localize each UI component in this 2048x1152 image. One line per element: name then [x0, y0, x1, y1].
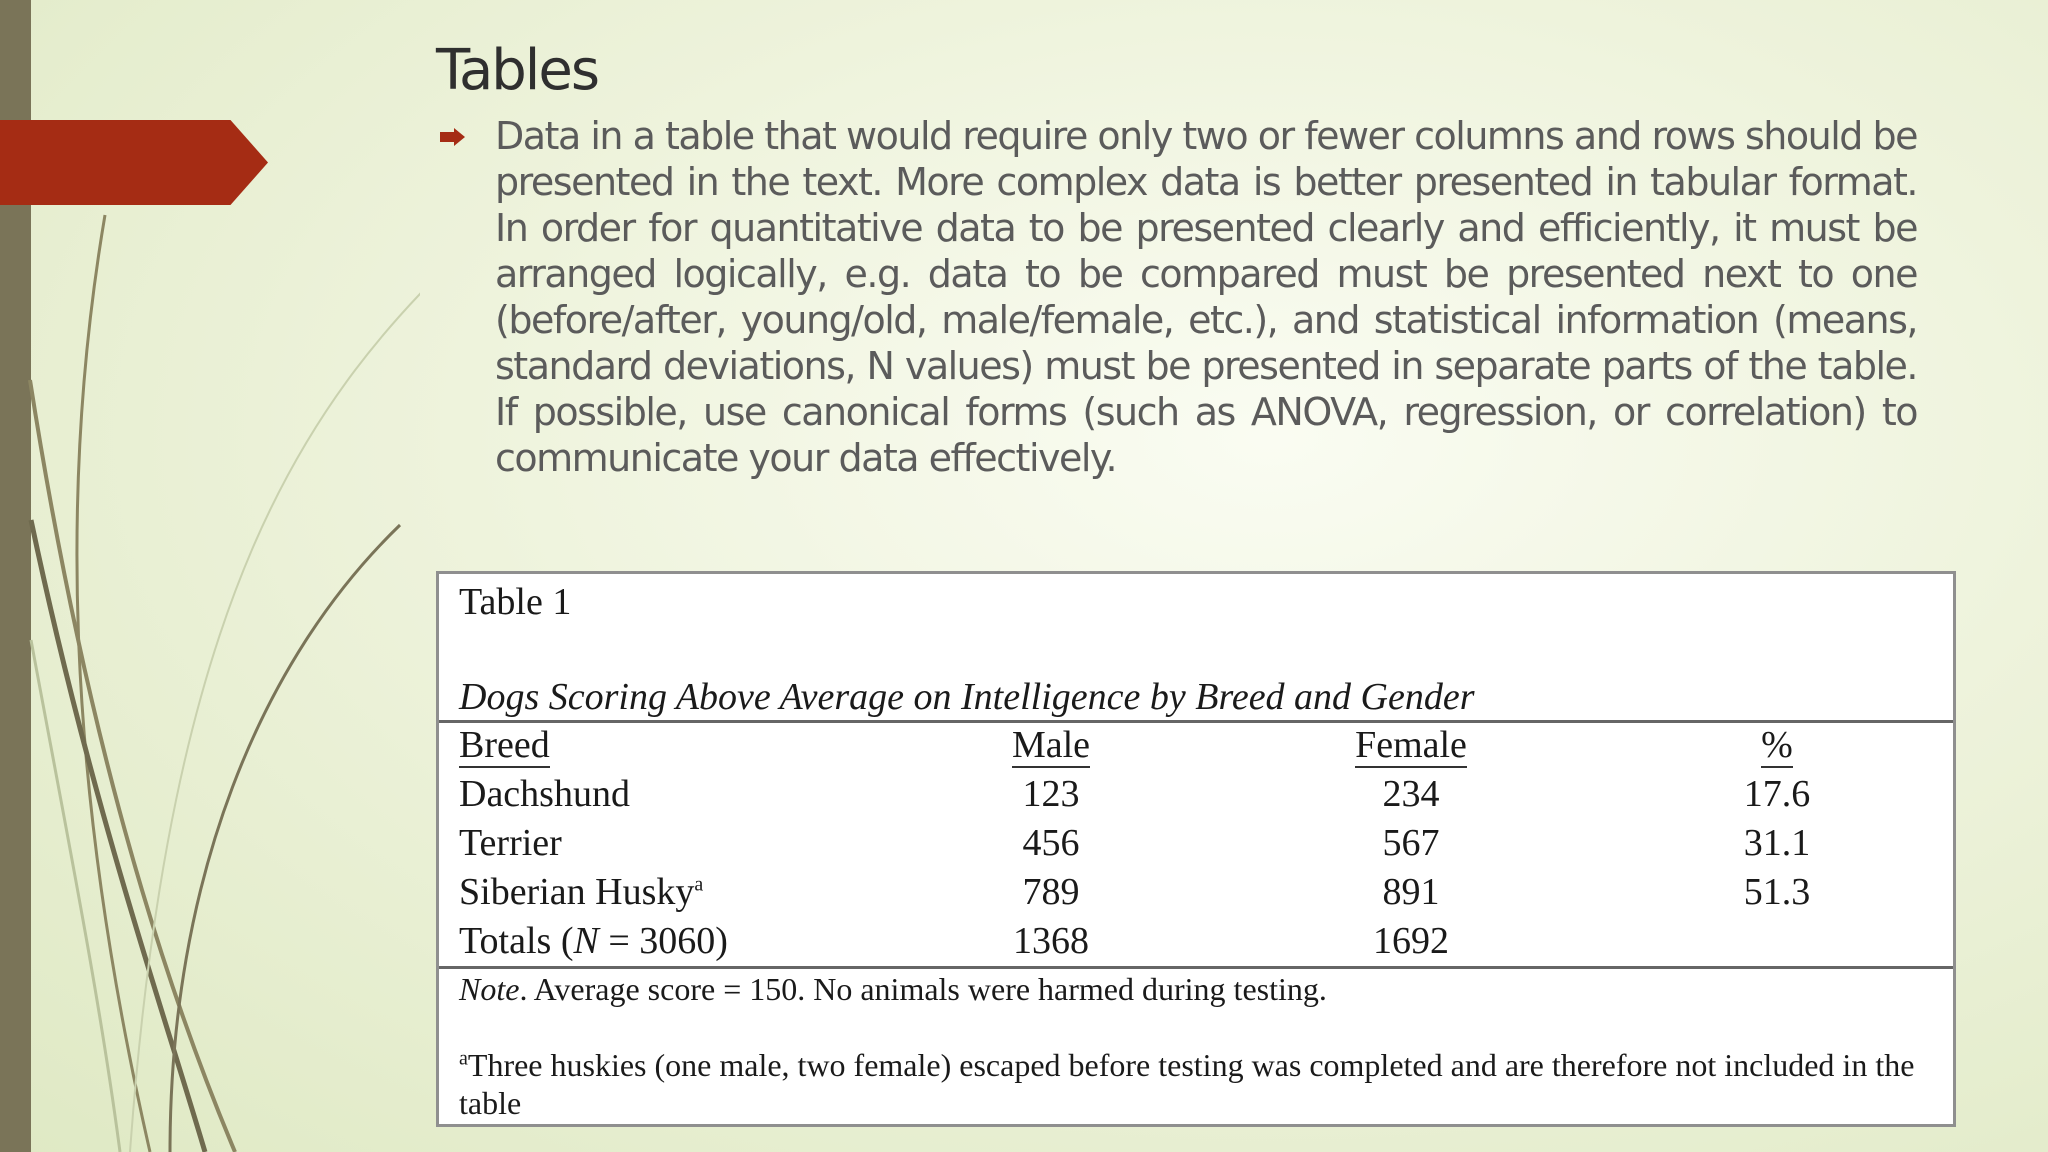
- table-row-percent: 51.3: [1743, 871, 1811, 913]
- table-row-male: 789: [1022, 871, 1080, 913]
- table-row-percent: 17.6: [1743, 773, 1811, 815]
- slide-title: Tables: [436, 38, 598, 103]
- table-row-male: 456: [1022, 822, 1080, 864]
- table-label: Table 1: [459, 581, 572, 623]
- bullet-paragraph: Data in a table that would require only two or fewer columns and rows should be presented in the text. More complex data is better presented in tabular format. In order for quantitative data to be presented clearly and efficiently, it must be arranged logically, e.g. data to be compared must be presented next to one (before/after, young/old, male/female, etc.), and statistical information (means, standard deviations, N values) must be presented in separate parts of the table. If possible, use canonical forms (such as ANOVA, regression, or correlation) to communicate your data effectively.: [495, 114, 1917, 480]
- header-percent: %: [1761, 724, 1793, 766]
- arrow-bullet-icon: [440, 128, 465, 146]
- table-row-breed: Dachshund: [459, 773, 630, 815]
- table-footnote: $^a$Three huskies (one male, two female) escaped before testing was completed and are therefore not included in the table: [459, 1047, 1915, 1121]
- totals-label: Totals (N = 3060): [459, 920, 728, 962]
- table-row-female: 234: [1382, 773, 1440, 815]
- apa-table: [436, 571, 1956, 1127]
- table-row-female: 567: [1382, 822, 1440, 864]
- table-note: Note. Average score = 150. No animals were harmed during testing.: [459, 971, 1327, 1007]
- table-row-breed: Terrier: [459, 822, 562, 864]
- header-breed: Breed: [459, 724, 550, 766]
- table-row-percent: 31.1: [1743, 822, 1811, 864]
- table-row-female: 891: [1382, 871, 1440, 913]
- header-female: Female: [1355, 724, 1467, 766]
- table-caption: Dogs Scoring Above Average on Intelligence by Breed and Gender: [459, 676, 1475, 718]
- table-row-breed: Siberian Husky$^a$: [459, 871, 704, 913]
- table-row-male: 123: [1022, 773, 1080, 815]
- header-male: Male: [1011, 724, 1091, 766]
- accent-chevron-tab: [0, 120, 268, 205]
- footnote-marker: a: [694, 873, 704, 896]
- totals-female: 1692: [1373, 920, 1449, 962]
- totals-male: 1368: [1013, 920, 1089, 962]
